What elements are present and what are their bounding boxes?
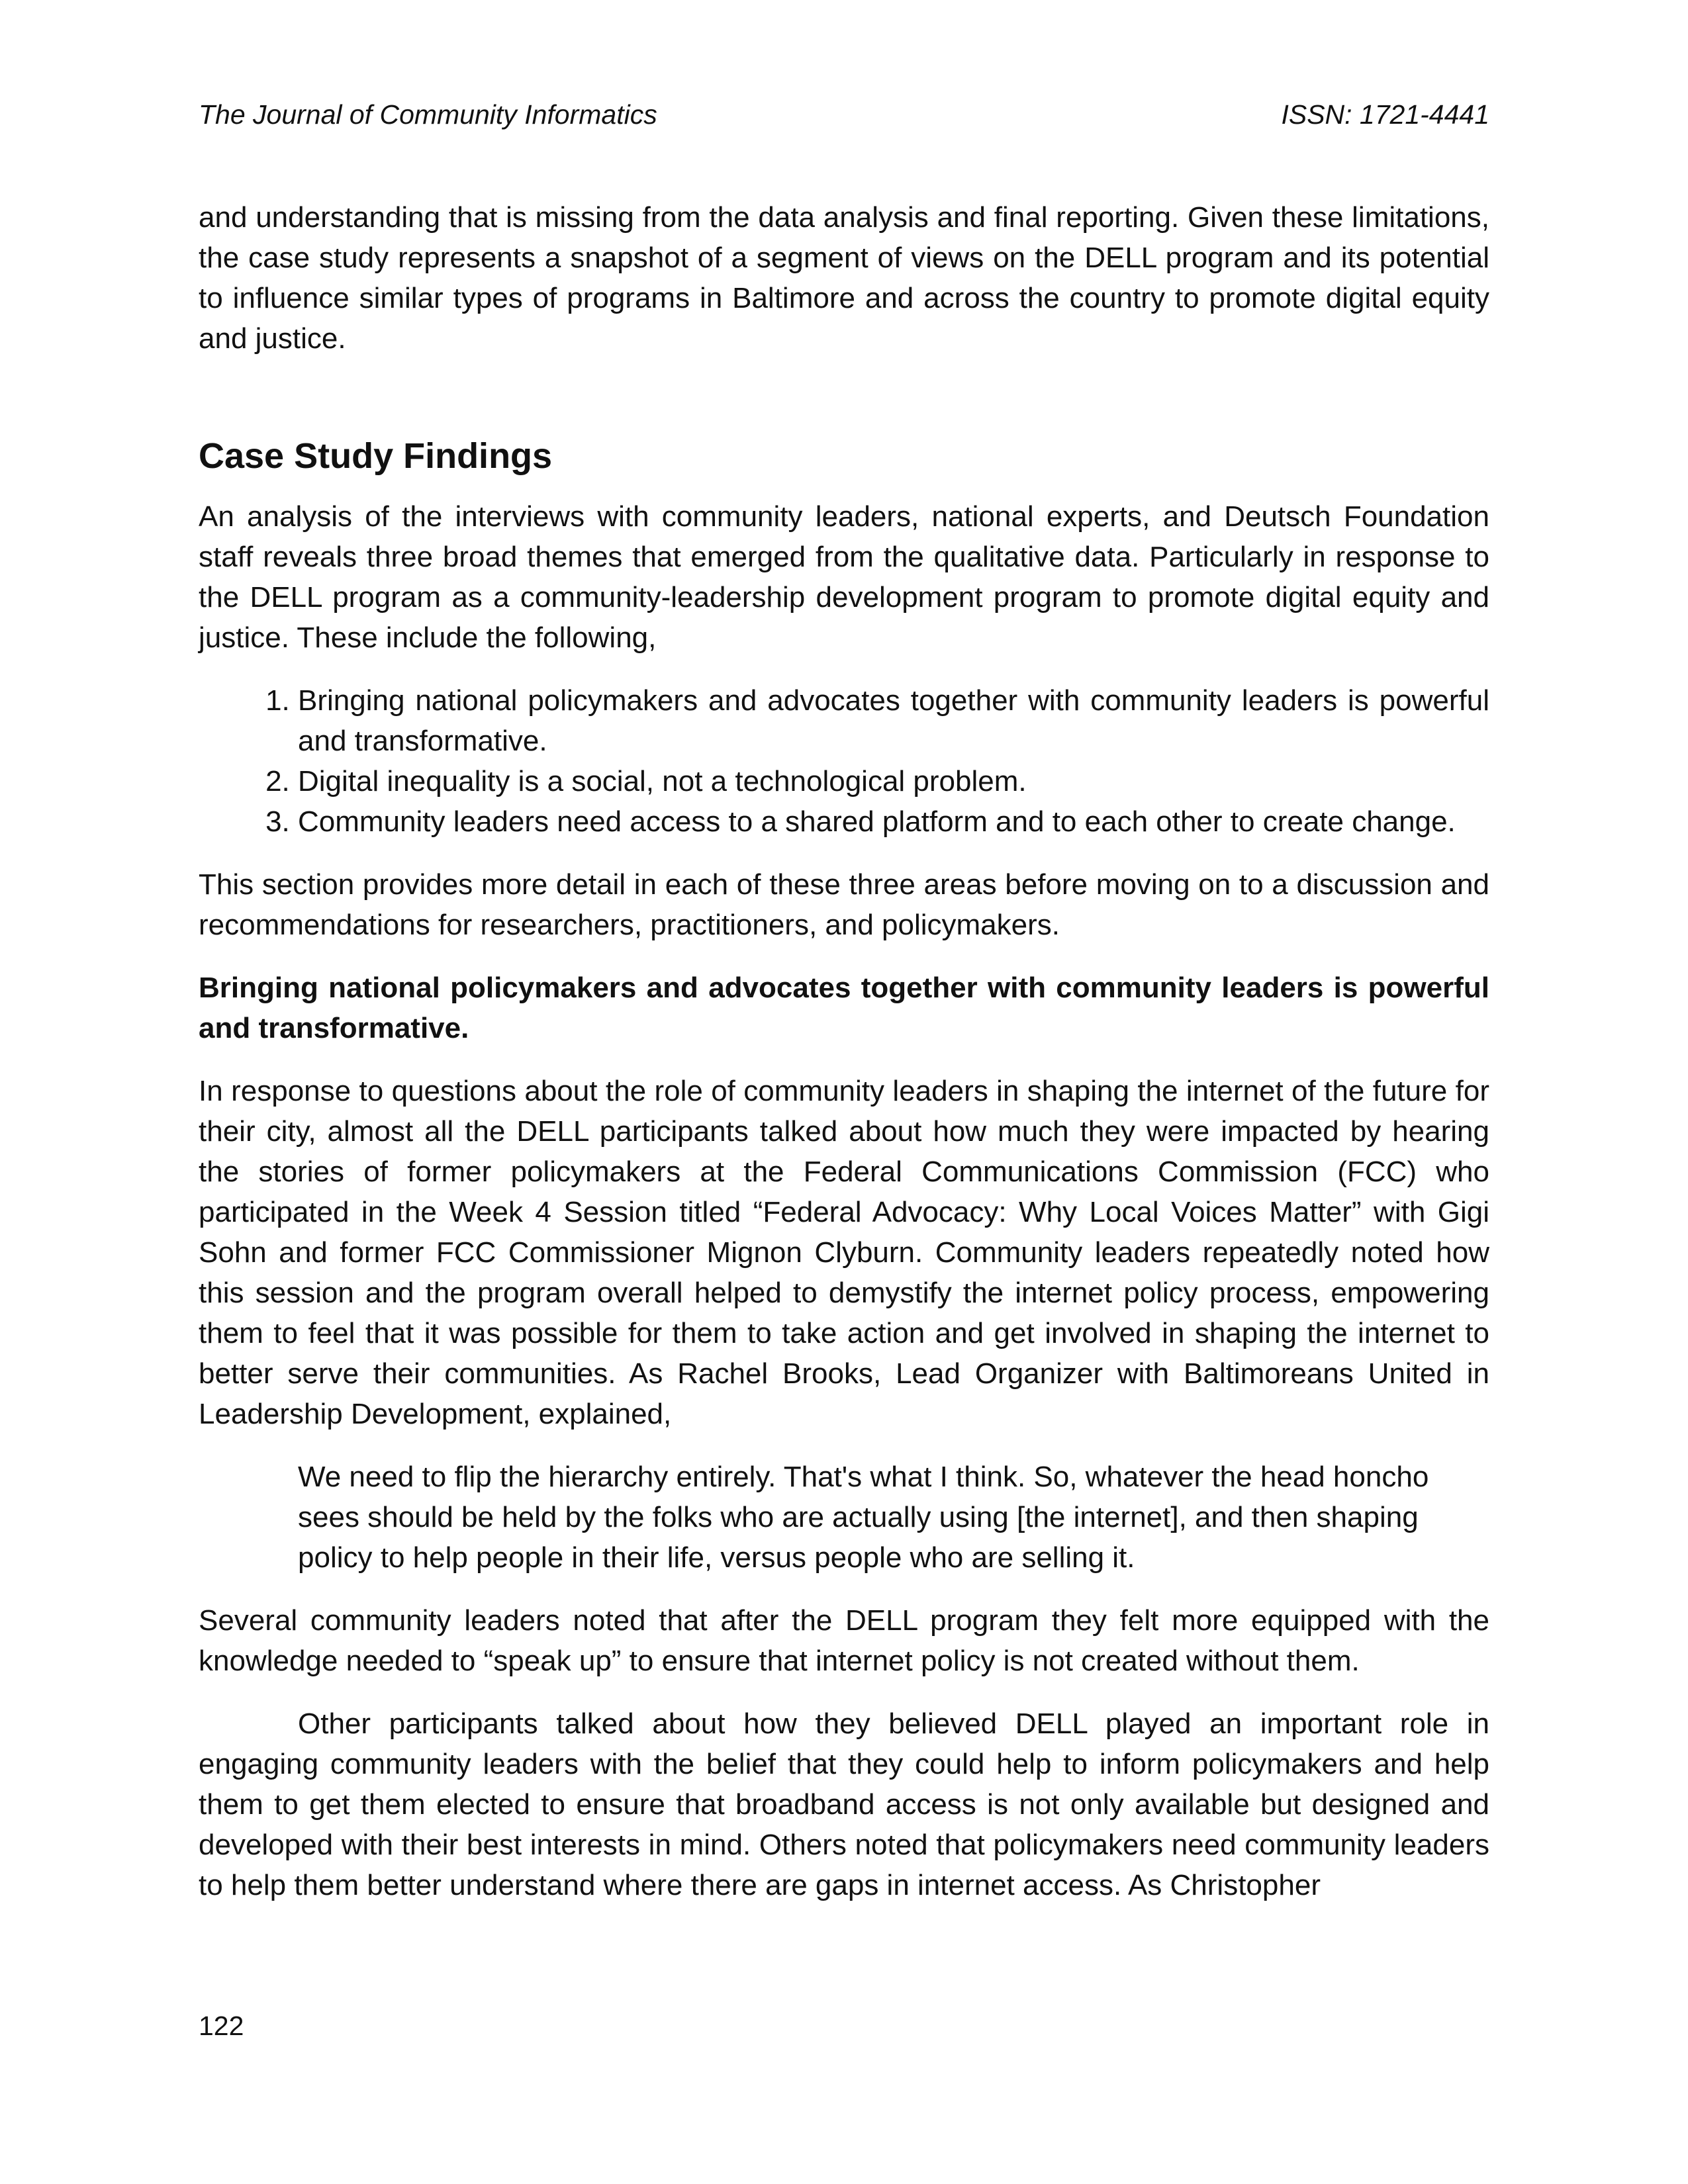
subheading: Bringing national policymakers and advocates together with community leaders is powerful and transformative. [199, 972, 1489, 1044]
section-heading: Case Study Findings [199, 436, 553, 476]
list-item: 2. Digital inequality is a social, not a technological problem. [298, 761, 1489, 801]
body-paragraph: In response to questions about the role of community leaders in shaping the internet of the future for their city, almost all the DELL participants talked about how much they were impacted by hearing the stories of former policymakers at the Federal Communications Commission (FCC) who participated in the Week 4 Session titled “Federal Advocacy: Why Local Voices Matter” with Gigi Sohn and former FCC Commissioner Mignon Clyburn. Community leaders repeatedly noted how this session and the program overall helped to demystify the internet policy process, empowering them to feel that it was possible for them to take action and get involved in shaping the internet to better serve their communities. As Rachel Brooks, Lead Organizer with Baltimoreans United in Leadership Development, explained, [199, 1075, 1489, 1430]
lead-paragraph: An analysis of the interviews with community leaders, national experts, and Deutsch Foundation staff reveals three broad themes that emerged from the qualitative data. Particularly in response to the DELL program as a community-leadership development program to promote digital equity and justice. These include the following, [199, 500, 1489, 654]
body-paragraph: Several community leaders noted that after the DELL program they felt more equipped with the knowledge needed to “speak up” to ensure that internet policy is not created without them. [199, 1604, 1489, 1677]
running-header [199, 99, 1489, 139]
transition-paragraph: This section provides more detail in each of these three areas before moving on to a discussion and recommendations for researchers, practitioners, and policymakers. [199, 868, 1489, 941]
journal-title: The Journal of Community Informatics [199, 99, 657, 130]
body-content [199, 197, 1489, 1928]
block-quote: We need to flip the hierarchy entirely. That's what I think. So, whatever the head honcho sees should be held by the folks who are actually using [the internet], and then shaping policy to help people in their life, versus people who are selling it. [298, 1461, 1429, 1574]
list-item: 1. Bringing national policymakers and advocates together with community leaders is powerful and transformative. [298, 680, 1489, 761]
list-item: 3. Community leaders need access to a shared platform and to each other to create change. [298, 801, 1489, 842]
intro-paragraph: and understanding that is missing from the data analysis and final reporting. Given these limitations, the case study represents a snapshot of a segment of views on the DELL program and its potential to influence similar types of programs in Baltimore and across the country to promote digital equity and justice. [199, 201, 1489, 355]
issn: ISSN: 1721-4441 [1281, 99, 1489, 130]
themes-list [199, 680, 1489, 842]
page-number: 122 [199, 2011, 244, 2041]
body-paragraph: Other participants talked about how they believed DELL played an important role in engaging community leaders with the belief that they could help to inform policymakers and help them to get them elected to ensure that broadband access is not only available but designed and developed with their best interests in mind. Others noted that policymakers need community leaders to help them better understand where there are gaps in internet access. As Christopher [199, 1707, 1489, 1901]
